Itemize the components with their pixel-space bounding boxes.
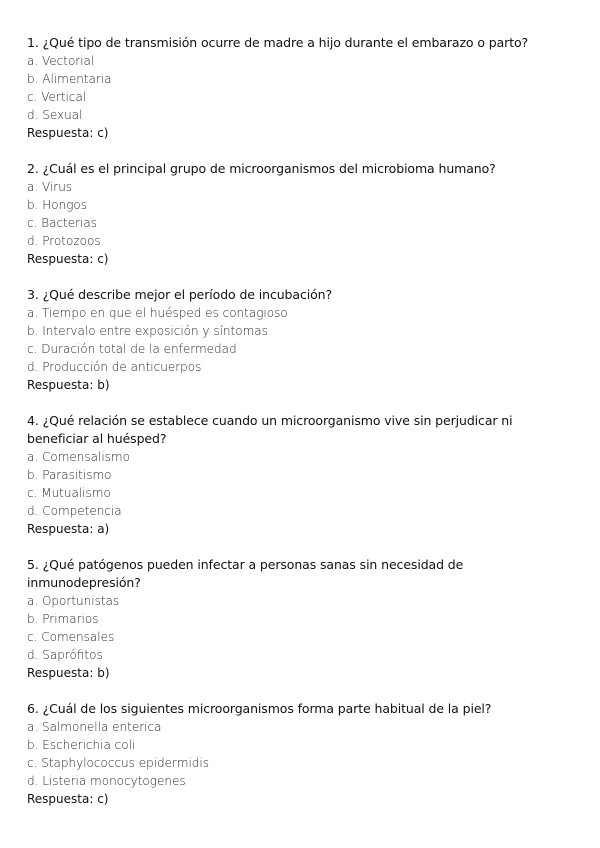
answer-line: Respuesta: c) <box>27 252 109 266</box>
option-a: a. Oportunistas <box>27 594 120 608</box>
answer-line: Respuesta: a) <box>27 522 110 536</box>
option-d: d. Sexual <box>27 108 83 122</box>
option-b: b. Alimentaria <box>27 72 112 86</box>
answer-line: Respuesta: c) <box>27 792 109 806</box>
question-title: 2. ¿Cuál es el principal grupo de microorganismos del microbioma humano? <box>27 161 496 176</box>
answer-line: Respuesta: b) <box>27 666 110 680</box>
question-4 <box>27 412 572 538</box>
question-1 <box>27 34 572 142</box>
option-b: b. Hongos <box>27 198 88 212</box>
document-page <box>27 34 572 826</box>
option-a: a. Virus <box>27 180 73 194</box>
option-c: c. Staphylococcus epidermidis <box>27 756 209 770</box>
option-b: b. Parasitismo <box>27 468 112 482</box>
question-6 <box>27 700 572 808</box>
question-title: 1. ¿Qué tipo de transmisión ocurre de madre a hijo durante el embarazo o parto? <box>27 35 529 50</box>
option-b: b. Escherichia coli <box>27 738 136 752</box>
question-3 <box>27 286 572 394</box>
option-c: c. Mutualismo <box>27 486 111 500</box>
question-5 <box>27 556 572 682</box>
option-a: a. Tiempo en que el huésped es contagioso <box>27 306 288 320</box>
question-title: 3. ¿Qué describe mejor el período de incubación? <box>27 287 332 302</box>
answer-line: Respuesta: c) <box>27 126 109 140</box>
answer-line: Respuesta: b) <box>27 378 110 392</box>
option-d: d. Listeria monocytogenes <box>27 774 186 788</box>
option-d: d. Competencia <box>27 504 122 518</box>
option-a: a. Comensalismo <box>27 450 130 464</box>
question-title: 5. ¿Qué patógenos pueden infectar a personas sanas sin necesidad de inmunodepresión? <box>27 557 464 590</box>
option-b: b. Primarios <box>27 612 99 626</box>
option-c: c. Bacterias <box>27 216 97 230</box>
option-a: a. Salmonella enterica <box>27 720 162 734</box>
question-title: 6. ¿Cuál de los siguientes microorganismos forma parte habitual de la piel? <box>27 701 492 716</box>
option-c: c. Vertical <box>27 90 87 104</box>
option-d: d. Protozoos <box>27 234 101 248</box>
option-c: c. Comensales <box>27 630 115 644</box>
question-2 <box>27 160 572 268</box>
option-a: a. Vectorial <box>27 54 95 68</box>
option-c: c. Duración total de la enfermedad <box>27 342 237 356</box>
option-b: b. Intervalo entre exposición y síntomas <box>27 324 268 338</box>
question-title: 4. ¿Qué relación se establece cuando un microorganismo vive sin perjudicar ni beneficiar al huésped? <box>27 413 513 446</box>
option-d: d. Saprófitos <box>27 648 103 662</box>
option-d: d. Producción de anticuerpos <box>27 360 202 374</box>
